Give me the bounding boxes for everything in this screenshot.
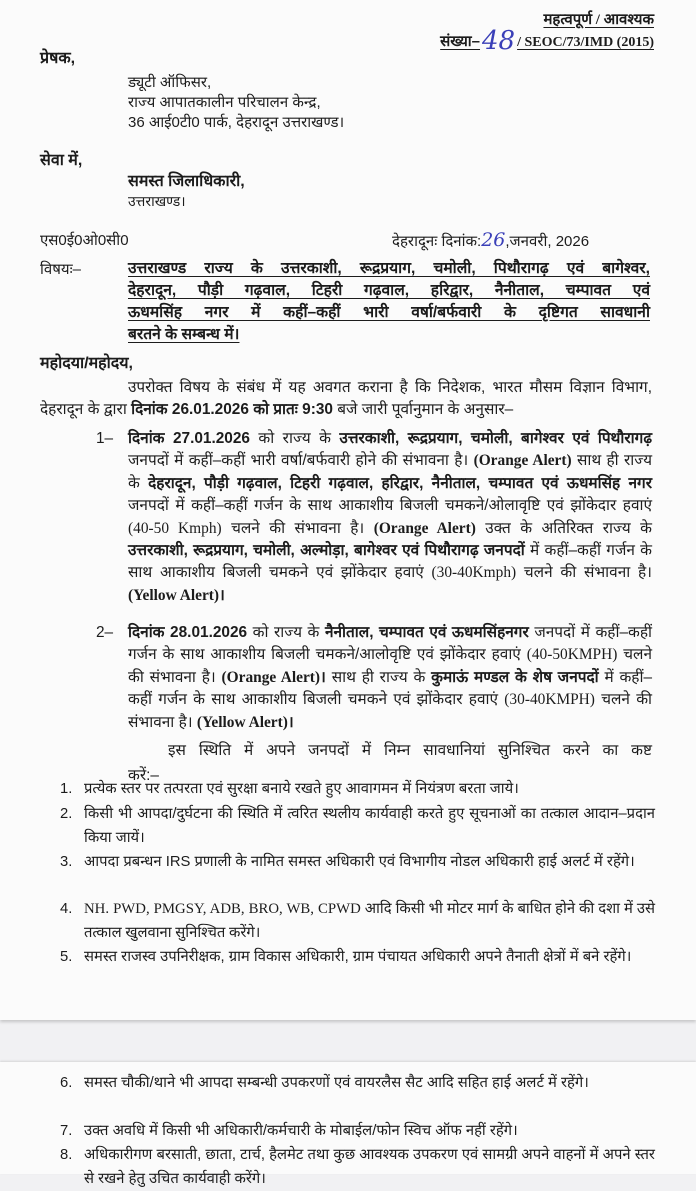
recipient-line: उत्तराखण्ड। xyxy=(128,193,186,209)
intro-forecast-time: दिनांक 26.01.2026 को प्रातः 9:30 xyxy=(131,401,333,419)
forecast-text: उक्त के अतिरिक्त राज्य के xyxy=(475,519,652,537)
forecast-text: चलने की संभावना है। xyxy=(221,519,374,537)
precaution-text: अधिकारीगण बरसाती, छाता, टार्च, हैलमेट तथा कुछ आवश्यक उपकरण एवं सामग्री अपने वाहनों में अपने स्तर से रखने हेतु उचित कार्यवाही करेंगे। xyxy=(84,1147,655,1187)
request-line: इस स्थिति में अपने जनपदों में निम्न सावधानियां सुनिश्चित करने का कष्ट xyxy=(168,742,652,759)
precaution-number: 3. xyxy=(60,854,73,870)
forecast-text: को राज्य के xyxy=(249,430,340,447)
precaution-item xyxy=(60,851,655,875)
precaution-item xyxy=(60,1144,655,1191)
precaution-text: NH. PWD, PMGSY, ADB, BRO, WB, CPWD आदि किसी भी मोटर मार्ग के बाधित होने की दशा में उसे तत्काल खुलवाना सुनिश्चित करेंगे। xyxy=(84,901,655,941)
date-suffix: ,जनवरी, 2026 xyxy=(505,233,590,250)
precaution-number: 1. xyxy=(60,781,73,797)
sender-line: ड्यूटी ऑफिसर, xyxy=(128,74,212,91)
intro-text: उपरोक्त विषय के संबंध में यह अवगत कराना है कि निदेशक, भारत मौसम विज्ञान विभाग, देहरादून के द्वारा xyxy=(40,379,652,419)
forecast-text: (40-50 Kmph) xyxy=(128,519,222,537)
forecast-highlight: उत्तरकाशी, रूद्रप्रयाग, चमोली, अल्मोड़ा, बागेश्वर एवं पिथौरागढ़ जनपदों xyxy=(128,542,525,560)
forecast-text: में कहीं–कहीं गर्जन के साथ आकाशीय बिजली चमकने एवं झोंकेदार हवाएं xyxy=(128,542,652,582)
sender-label: प्रेषक, xyxy=(40,50,76,67)
recipient-label: सेवा में, xyxy=(40,152,83,169)
subject-label: विषयः– xyxy=(40,261,81,278)
forecast-highlight: (Yellow Alert)। xyxy=(196,713,294,731)
precaution-text: समस्त चौकी/थाने भी आपदा सम्बन्धी उपकरणों एवं वायरलैस सैट आदि सहित हाई अलर्ट में रहेंगे। xyxy=(84,1075,589,1091)
date-prefix: देहरादूनः दिनांक: xyxy=(392,233,482,250)
salutation: महोदया/महोदय, xyxy=(40,355,134,372)
forecast-text: चलने की संभावना है। xyxy=(128,646,653,686)
forecast-text: चलने की संभावना है। xyxy=(516,564,652,582)
precaution-item xyxy=(60,1120,655,1144)
precaution-number: 8. xyxy=(60,1147,73,1163)
precaution-text: समस्त राजस्व उपनिरीक्षक, ग्राम विकास अधिकारी, ग्राम पंचायत अधिकारी अपने तैनाती क्षेत्रों में बने रहेंगे। xyxy=(84,949,632,965)
subject-line: ऊधमसिंह नगर में कहीं–कहीं भारी वर्षा/बर्फवारी के दृष्टिगत सावधानी xyxy=(128,304,650,321)
subject-line: देहरादून, पौड़ी गढ़वाल, टिहरी गढ़वाल, हरिद्वार, नैनीताल, चम्पावत एवं xyxy=(128,282,650,299)
subject-line: उत्तराखण्ड राज्य के उत्तरकाशी, रूद्रप्रयाग, चमोली, पिथौरागढ़ एवं बागेश्वर, xyxy=(128,260,650,277)
forecast-text: जनपदों में कहीं–कहीं गर्जन के साथ आकाशीय बिजली चमकने/ओलावृष्टि एवं झोंकेदार हवाएं xyxy=(128,497,652,515)
handwritten-day: 26 xyxy=(481,229,506,251)
request-line: करें:– xyxy=(128,767,159,784)
precaution-item xyxy=(60,1072,655,1096)
intro-paragraph xyxy=(40,377,652,422)
precaution-item xyxy=(60,778,655,802)
forecast-text: जनपदों में कहीं–कहीं भारी वर्षा/बर्फवारी होने की संभावना है। xyxy=(128,452,474,470)
precaution-number: 2. xyxy=(60,806,73,822)
precaution-text: किसी भी आपदा/दुर्घटना की स्थिति में त्वरित स्थलीय कार्यवाही करते हुए सूचनाओं का तत्काल आदान–प्रदान किया जायें। xyxy=(84,806,655,846)
precaution-number: 6. xyxy=(60,1075,73,1091)
letter-page-2 xyxy=(0,1062,696,1187)
forecast-text: साथ ही राज्य के xyxy=(325,668,432,686)
forecast-highlight: (Orange Alert) xyxy=(373,519,476,537)
forecast-highlight: उत्तरकाशी, रूद्रप्रयाग, चमोली, बागेश्वर एवं पिथौरागढ़ xyxy=(339,430,652,447)
priority-label: महत्वपूर्ण / आवश्यक xyxy=(543,12,654,28)
reference-number xyxy=(440,26,654,56)
precaution-item xyxy=(60,946,655,970)
forecast-text: साथ ही राज्य के xyxy=(128,452,653,492)
forecast-text: (40-50KMPH) xyxy=(526,646,618,664)
precaution-text: उक्त अवधि में किसी भी अधिकारी/कर्मचारी के मोबाईल/फोन स्विच ऑफ नहीं रहेंगे। xyxy=(84,1123,518,1139)
subject-line: बरतने के सम्बन्ध में। xyxy=(128,326,240,343)
forecast-number: 2– xyxy=(96,624,114,641)
forecast-highlight: नैनीताल, चम्पावत एवं ऊधमसिंहनगर xyxy=(324,624,529,641)
recipient-line: समस्त जिलाधिकारी, xyxy=(128,173,245,190)
number-label: संख्या– xyxy=(440,33,481,50)
precaution-number: 5. xyxy=(60,949,73,965)
forecast-highlight: (Yellow Alert)। xyxy=(128,586,225,604)
forecast-paragraph xyxy=(128,428,652,607)
forecast-text: चलने की संभावना है। xyxy=(128,691,653,731)
intro-text: बजे जारी पूर्वानुमान के अनुसार– xyxy=(332,401,514,419)
forecast-highlight: देहरादून, पौड़ी गढ़वाल, टिहरी गढ़वाल, हरिद्वार, नैनीताल, चम्पावत एवं ऊधमसिंह नगर xyxy=(148,474,652,492)
forecast-highlight: कुमाऊं मण्डल के शेष जनपदों xyxy=(431,668,599,686)
sender-line: राज्य आपातकालीन परिचालन केन्द्र, xyxy=(128,94,321,111)
forecast-text: जनपदों में कहीं–कहीं गर्जन के साथ आकाशीय बिजली चमकने/आलोवृष्टि एवं झोंकेदार हवाएं xyxy=(128,624,652,664)
forecast-number: 1– xyxy=(96,430,114,447)
precaution-text: आपदा प्रबन्धन IRS प्रणाली के नामित समस्त अधिकारी एवं विभागीय नोडल अधिकारी हाई अलर्ट में रहेंगे। xyxy=(84,854,635,870)
precaution-number: 4. xyxy=(60,901,73,917)
forecast-highlight: दिनांक 27.01.2026 xyxy=(128,430,250,447)
precaution-item xyxy=(60,898,655,945)
precaution-number: 7. xyxy=(60,1123,73,1139)
forecast-text: में कहीं–कहीं गर्जन के साथ आकाशीय बिजली चमकने एवं झोंकेदार हवाएं xyxy=(128,668,653,709)
forecast-highlight: दिनांक 28.01.2026 xyxy=(128,624,248,641)
letter-date xyxy=(392,230,589,252)
forecast-text: को राज्य के xyxy=(247,624,325,641)
forecast-highlight: (Orange Alert) xyxy=(473,452,572,470)
handwritten-number: 48 xyxy=(482,26,516,56)
sender-line: 36 आई0टी0 पार्क, देहरादून उत्तराखण्ड। xyxy=(128,114,345,131)
forecast-text: (30-40Kmph) xyxy=(431,564,517,582)
reference-code: / SEOC/73/IMD (2015) xyxy=(517,35,654,50)
office-code: एस0ई0ओ0सी0 xyxy=(40,232,129,249)
forecast-paragraph xyxy=(128,622,652,734)
precaution-item xyxy=(60,803,655,850)
forecast-highlight: (Orange Alert)। xyxy=(221,668,326,686)
precaution-text: प्रत्येक स्तर पर तत्परता एवं सुरक्षा बनाये रखते हुए आवागमन में नियंत्रण बरता जाये। xyxy=(84,781,519,797)
forecast-text: (30-40KMPH) xyxy=(504,691,595,709)
